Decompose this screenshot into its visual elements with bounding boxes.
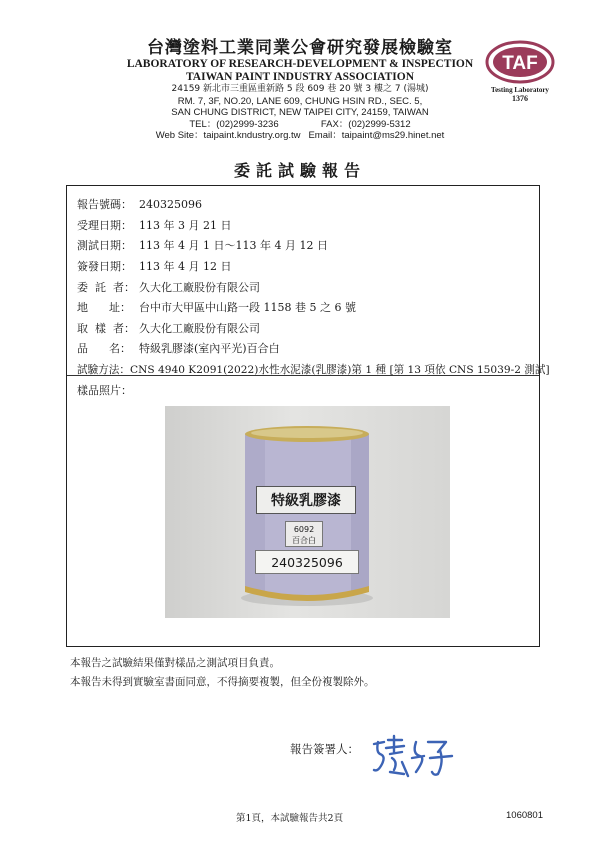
address-en-line2: SAN CHUNG DISTRICT, NEW TAIPEI CITY, 24159, TAIWAN bbox=[171, 107, 429, 118]
field-label: 品 名： bbox=[77, 342, 131, 356]
field-label: 受理日期： bbox=[77, 218, 132, 232]
tel-fax: TEL：(02)2999-3236 FAX：(02)2999-5312 bbox=[189, 118, 411, 130]
field-product-name bbox=[77, 338, 535, 359]
field-value: 240325096 bbox=[139, 197, 202, 211]
disclaimer-line-1: 本報告之試驗結果僅對樣品之測試項目負責。 bbox=[70, 657, 280, 669]
lab-name-en-line1: LABORATORY OF RESEARCH-DEVELOPMENT & INSPECTION bbox=[126, 58, 474, 70]
handwritten-signature bbox=[368, 732, 458, 780]
field-test-date bbox=[77, 235, 535, 256]
taf-accreditation-logo bbox=[478, 40, 562, 103]
lab-name-zh: 台灣塗料工業同業公會研究發展檢驗室 bbox=[147, 38, 453, 58]
can-code-color: 百合白 bbox=[292, 536, 316, 545]
field-label: 地 址： bbox=[77, 301, 131, 315]
field-label: 測試日期： bbox=[77, 239, 132, 253]
photo-label: 樣品照片： bbox=[77, 384, 132, 397]
lab-name-en-line2: TAIWAN PAINT INDUSTRY ASSOCIATION bbox=[185, 71, 415, 83]
can-color-code bbox=[285, 521, 323, 547]
signatory-label: 報告簽署人： bbox=[290, 742, 359, 756]
field-value: CNS 4940 K2091(2022)水性水泥漆(乳膠漆)第 1 種 [第 13 項依 CNS 15039-2 測試] bbox=[129, 363, 550, 376]
report-box bbox=[66, 185, 550, 647]
field-sampler bbox=[77, 318, 535, 339]
field-label: 委 託 者： bbox=[77, 280, 135, 294]
can-sample-number: 240325096 bbox=[255, 550, 359, 574]
disclaimer-line-2: 本報告未得到實驗室書面同意，不得摘要複製，但全份複製除外。 bbox=[70, 676, 375, 688]
field-value: 久大化工廠股份有限公司 bbox=[139, 280, 260, 294]
address-en-line1: RM. 7, 3F, NO.20, LANE 609, CHUNG HSIN RD., SEC. 5, bbox=[177, 95, 423, 107]
divider bbox=[67, 375, 539, 376]
field-value: 113 年 3 月 21 日 bbox=[139, 218, 232, 232]
accreditation-number: 1376 bbox=[512, 94, 528, 103]
field-value: 久大化工廠股份有限公司 bbox=[139, 321, 260, 335]
taf-logo-icon bbox=[485, 40, 555, 84]
field-test-method bbox=[77, 359, 550, 380]
sample-photo bbox=[165, 406, 450, 618]
testing-laboratory-caption: Testing Laboratory bbox=[491, 86, 549, 94]
field-label: 取 樣 者： bbox=[77, 321, 135, 335]
report-title: 委託試驗報告 bbox=[233, 161, 366, 180]
field-address bbox=[77, 297, 535, 318]
address-zh: 24159 新北市三重區重新路 5 段 609 巷 20 號 3 樓之 7 (湯城) bbox=[171, 84, 429, 94]
web-email: Web Site：taipaint.kndustry.org.tw Email：taipaint@ms29.hinet.net bbox=[155, 130, 445, 141]
field-report-number bbox=[77, 194, 535, 215]
page-info: 第1頁，本試驗報告共2頁 bbox=[236, 813, 344, 824]
field-value: 特級乳膠漆(室內平光)百合白 bbox=[139, 342, 280, 356]
field-label: 試驗方法： bbox=[77, 363, 130, 376]
can-label: 特級乳膠漆 bbox=[256, 486, 356, 514]
field-client bbox=[77, 276, 535, 297]
field-value: 113 年 4 月 1 日～113 年 4 月 12 日 bbox=[139, 239, 328, 253]
report-fields bbox=[77, 194, 550, 379]
field-label: 報告號碼： bbox=[77, 198, 132, 212]
field-label: 簽發日期： bbox=[77, 260, 132, 274]
form-number: 1060801 bbox=[506, 810, 543, 821]
taf-logo-text: TAF bbox=[502, 53, 538, 74]
field-received-date bbox=[77, 215, 535, 236]
can-code-number: 6092 bbox=[293, 525, 315, 534]
field-value: 台中市大甲區中山路一段 1158 巷 5 之 6 號 bbox=[139, 301, 356, 315]
field-issue-date bbox=[77, 256, 535, 277]
field-value: 113 年 4 月 12 日 bbox=[139, 260, 232, 274]
